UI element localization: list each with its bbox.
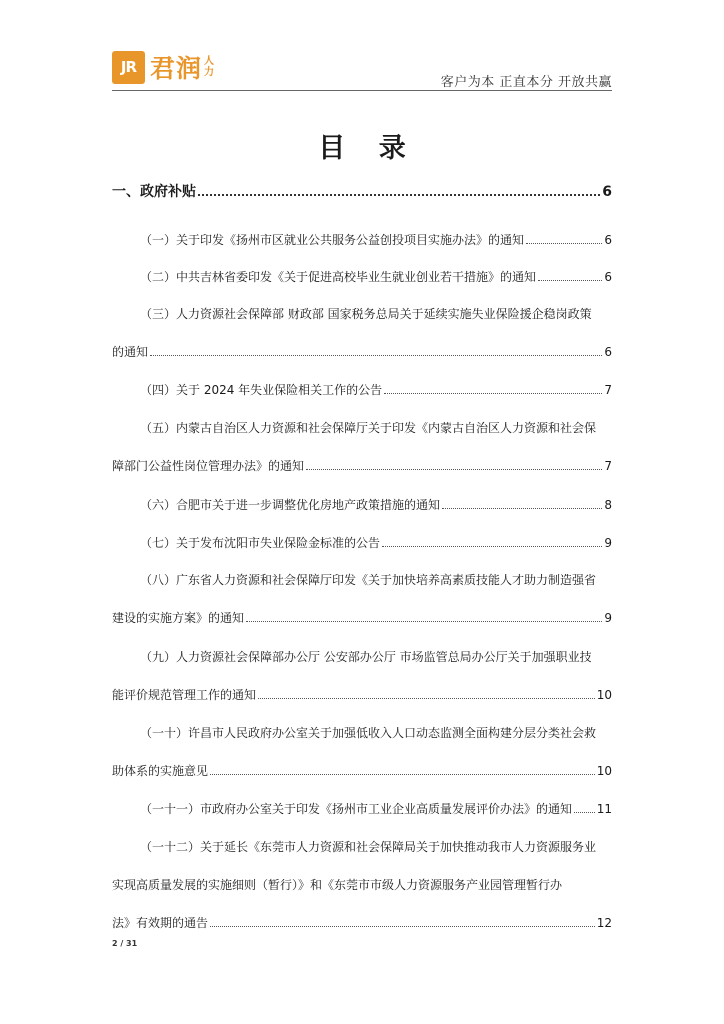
toc-page-number: 12 <box>596 916 612 930</box>
toc-entry-text: （八）广东省人力资源和社会保障厅印发《关于加快培养高素质技能人才助力制造强省 <box>140 573 597 587</box>
toc-entry-text: （四）关于 2024 年失业保险相关工作的公告 <box>140 383 383 397</box>
dot-leader <box>384 393 602 394</box>
toc-entry-continuation[interactable] <box>112 609 612 626</box>
toc-page-number: 7 <box>604 459 612 473</box>
toc-entry-text: 建设的实施方案》的通知 <box>112 611 245 625</box>
dot-leader <box>574 812 595 813</box>
toc-entry[interactable] <box>140 648 612 665</box>
toc-entry-continuation[interactable] <box>112 914 612 931</box>
header-divider <box>112 90 612 91</box>
company-tagline: 客户为本 正直本分 开放共赢 <box>440 75 612 90</box>
toc-entry-text: （一十）许昌市人民政府办公室关于加强低收入人口动态监测全面构建分层分类社会救 <box>140 726 597 740</box>
dot-leader <box>442 508 602 509</box>
toc-entry-text: （六）合肥市关于进一步调整优化房地产政策措施的通知 <box>140 498 441 512</box>
toc-page-number: 8 <box>604 498 612 512</box>
dot-leader <box>538 280 602 281</box>
toc-entry-text: （一）关于印发《扬州市区就业公共服务公益创投项目实施办法》的通知 <box>140 233 525 247</box>
toc-entry-text: （七）关于发布沈阳市失业保险金标准的公告 <box>140 536 381 550</box>
dot-leader <box>198 194 600 196</box>
dot-leader <box>306 469 602 470</box>
dot-leader <box>150 355 602 356</box>
toc-entry-text: （二）中共吉林省委印发《关于促进高校毕业生就业创业若干措施》的通知 <box>140 270 537 284</box>
toc-entry-text: （三）人力资源社会保障部 财政部 国家税务总局关于延续实施失业保险援企稳岗政策 <box>140 307 592 321</box>
toc-entry-continuation[interactable] <box>112 876 612 893</box>
toc-entry-text: （一十二）关于延长《东莞市人力资源和社会保障局关于加快推动我市人力资源服务业 <box>140 840 597 854</box>
toc-entry[interactable] <box>140 724 612 741</box>
dot-leader <box>382 546 602 547</box>
toc-entry-text: 障部门公益性岗位管理办法》的通知 <box>112 459 305 473</box>
toc-entry[interactable] <box>140 534 612 551</box>
toc-entry-text: 的通知 <box>112 345 149 359</box>
logo-mark: JR <box>112 51 145 84</box>
toc-entry[interactable] <box>140 231 612 248</box>
toc-entry-continuation[interactable] <box>112 762 612 779</box>
toc-entry-text: （五）内蒙古自治区人力资源和社会保障厅关于印发《内蒙古自治区人力资源和社会保 <box>140 421 597 435</box>
toc-entry-text: 法》有效期的通告 <box>112 916 209 930</box>
toc-page-number: 11 <box>596 802 612 816</box>
toc-page-number: 9 <box>604 536 612 550</box>
page-number: 2 / 31 <box>112 939 138 948</box>
toc-entry[interactable] <box>140 838 612 855</box>
toc-entry[interactable] <box>140 381 612 398</box>
toc-page-number: 6 <box>602 184 612 200</box>
dot-leader <box>210 774 595 775</box>
toc-title: 目 录 <box>318 133 418 164</box>
toc-page-number: 10 <box>596 688 612 702</box>
toc-entry[interactable] <box>140 268 612 285</box>
toc-entry-text: 实现高质量发展的实施细则（暂行）》和《东莞市市级人力资源服务产业园管理暂行办 <box>112 878 563 892</box>
toc-entry-text: （一十一）市政府办公室关于印发《扬州市工业企业高质量发展评价办法》的通知 <box>140 802 573 816</box>
toc-entry[interactable] <box>140 496 612 513</box>
toc-entry-text: 一、政府补贴 <box>112 184 196 200</box>
toc-entry[interactable] <box>140 419 612 436</box>
dot-leader <box>526 243 602 244</box>
toc-section-heading[interactable] <box>112 181 612 201</box>
toc-entry-continuation[interactable] <box>112 343 612 360</box>
dot-leader <box>246 621 602 622</box>
dot-leader <box>210 926 595 927</box>
company-logo <box>112 50 214 84</box>
toc-page-number: 9 <box>604 611 612 625</box>
dot-leader <box>258 698 595 699</box>
toc-entry-text: （九）人力资源社会保障部办公厅 公安部办公厅 市场监管总局办公厅关于加强职业技 <box>140 650 592 664</box>
toc-page-number: 10 <box>596 764 612 778</box>
toc-page-number: 6 <box>604 270 612 284</box>
logo-sub-2: 力 <box>204 67 215 78</box>
toc-page-number: 6 <box>604 233 612 247</box>
toc-entry[interactable] <box>140 571 612 588</box>
toc-entry-continuation[interactable] <box>112 457 612 474</box>
toc-entry[interactable] <box>140 800 612 817</box>
logo-sub <box>204 56 214 78</box>
toc-page-number: 6 <box>604 345 612 359</box>
logo-sub-1: 人 <box>204 56 215 67</box>
toc-page-number: 7 <box>604 383 612 397</box>
toc-entry-text: 助体系的实施意见 <box>112 764 209 778</box>
toc-entry[interactable] <box>140 305 612 322</box>
logo-name: 君润 <box>150 54 203 83</box>
page-header <box>112 50 612 90</box>
toc-entry-continuation[interactable] <box>112 686 612 703</box>
toc-entry-text: 能评价规范管理工作的通知 <box>112 688 257 702</box>
